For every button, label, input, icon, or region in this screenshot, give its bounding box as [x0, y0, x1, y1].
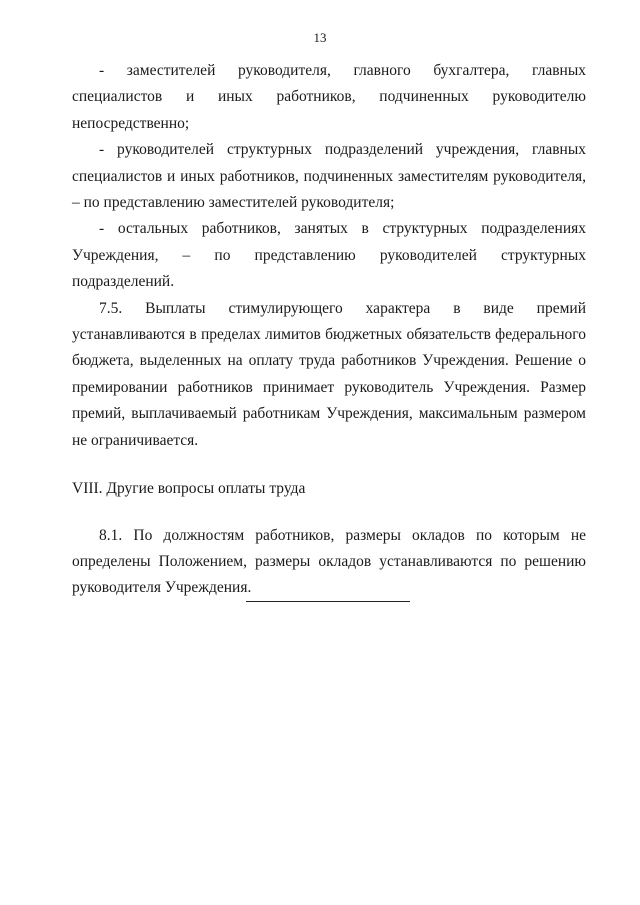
document-body: [72, 58, 586, 602]
paragraph-8-1: 8.1. По должностям работников, размеры окладов по которым не определены Положением, размеры окладов устанавливаются по решению руководителя Учреждения.: [72, 526, 586, 597]
page-number: 13: [313, 30, 327, 45]
paragraph-other-workers: - остальных работников, занятых в структурных подразделениях Учреждения, – по представлению руководителей структурных подразделений.: [72, 220, 586, 291]
end-divider: [246, 601, 410, 602]
paragraph-structural-heads: - руководителей структурных подразделений учреждения, главных специалистов и иных работников, подчиненных заместителям руководителя, – по представлению заместителей руководителя;: [72, 141, 586, 212]
paragraph-deputies: - заместителей руководителя, главного бухгалтера, главных специалистов и иных работников, подчиненных руководителю непосредственно;: [72, 62, 586, 132]
paragraph-7-5: 7.5. Выплаты стимулирующего характера в виде премий устанавливаются в пределах лимитов бюджетных обязательств федерального бюджета, выделенных на оплату труда работников Учреждения. Решение о премировании работников принимает руководитель Учреждения. Размер премий, выплачиваемый работникам Учреждения, максимальным размером не ограничивается.: [72, 299, 586, 449]
section-heading: VIII. Другие вопросы оплаты труда: [72, 480, 306, 498]
